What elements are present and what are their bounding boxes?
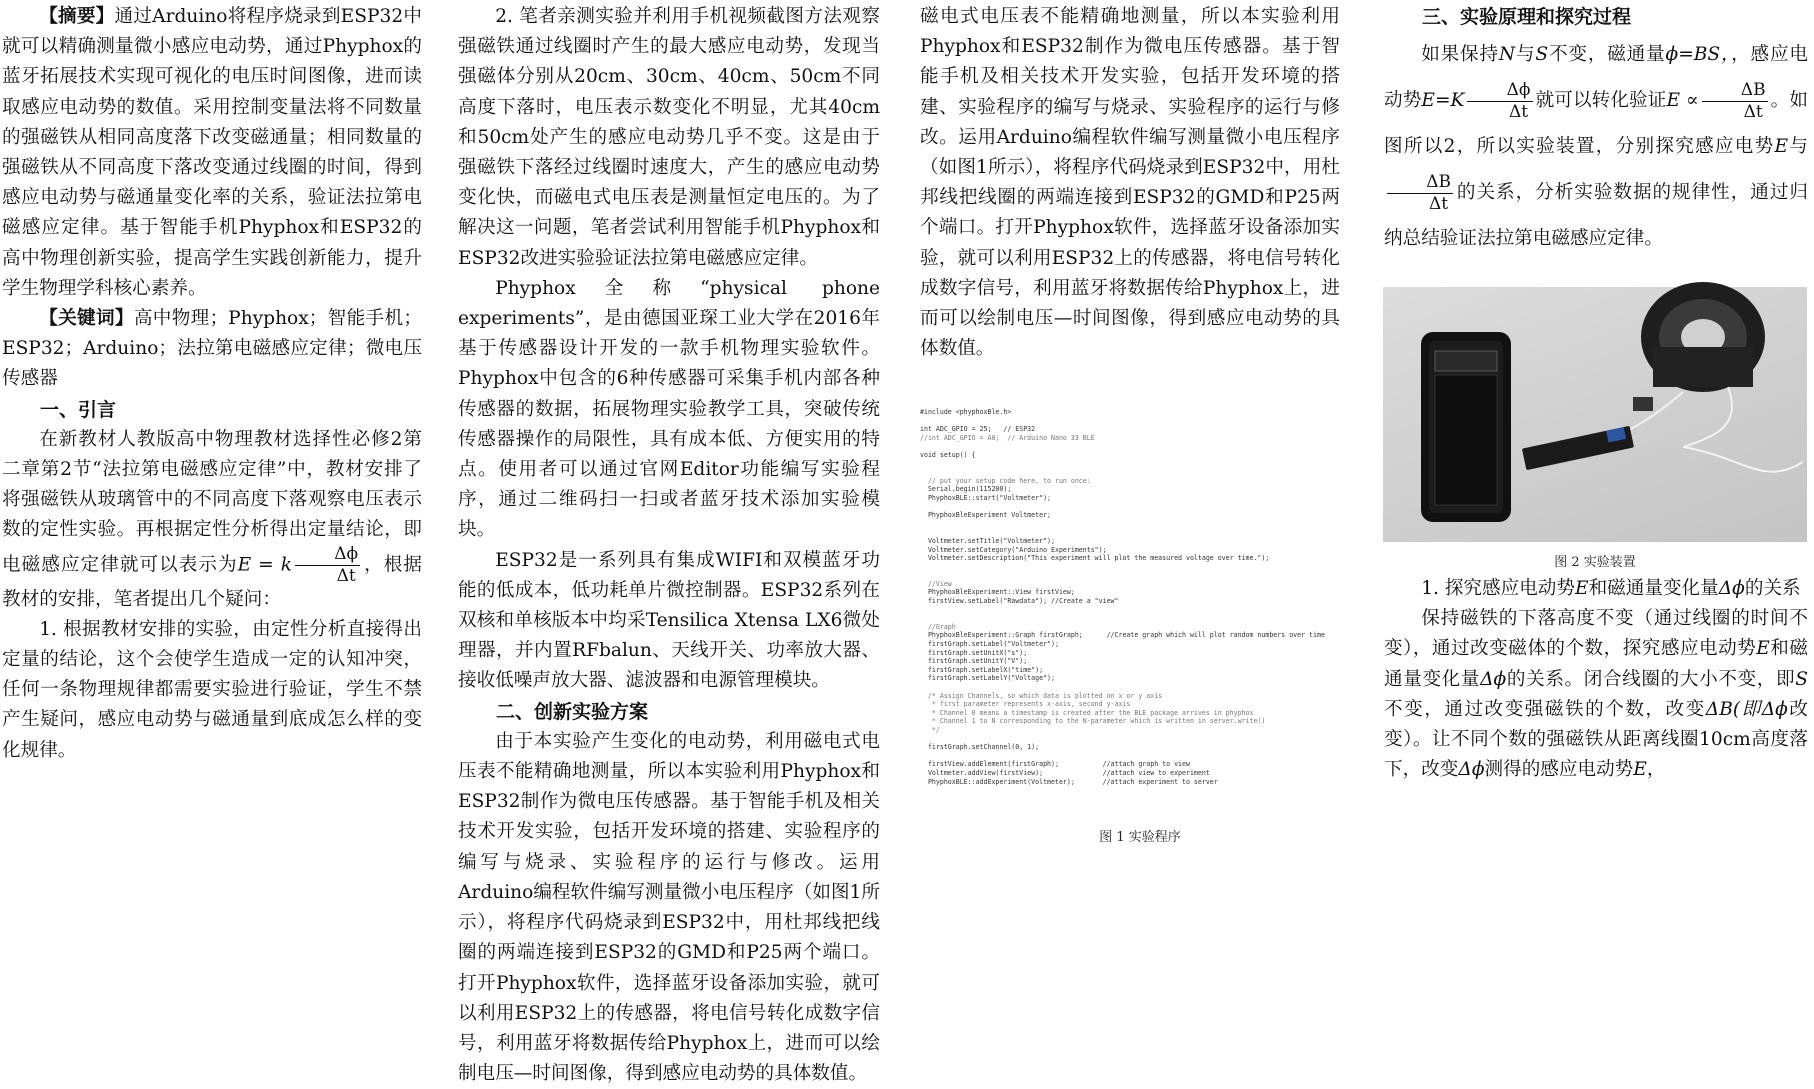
code-line: PhyphoxBleExperiment Voltmeter; [920,511,1052,520]
code-line: Voltmeter.setDescription("This experiment will plot the measured voltage over time."); [920,554,1270,563]
section-2-paragraph: 由于本实验产生变化的电动势，利用磁电式电压表不能精确地测量，所以本实验利用Phyphox和ESP32制作为微电压传感器。基于智能手机及相关技术开发实验，包括开发环境的搭建、实验程序的编写与烧录、实验程序的运行与修改。运用Arduino编程软件编写测量微小电压程序（如图1所示），将程序代码烧录到ESP32中，用杜邦线把线圈的两端连接到ESP32的GMD和P25两个端口。打开Phyphox软件，选择蓝牙设备添加实验，就可以利用ESP32上的传感器，将电信号转化成数字信号，利用蓝牙将数据传给Phyphox上，进而可以绘制电压—时间图像，得到感应电动势的具体数值。 [458,730,880,1085]
code-line [920,520,1350,529]
code-line: PhyphoxBLE::start("Voltmeter"); [920,493,1052,502]
code-line: Voltmeter.setTitle("Voltmeter"); [920,536,1055,545]
code-line: Voltmeter.setCategory("Arduino Experiments"); [920,545,1107,554]
section-1-title: 一、引言 [40,398,117,421]
code-line [920,752,1350,761]
code-line [920,563,1350,572]
code-line: PhyphoxBleExperiment::Graph firstGraph; //Create graph which will plot random numbers over time [920,631,1325,640]
code-line [920,468,1350,477]
code-line: /* Assign Channels, so which data is plotted on x or y axis [920,691,1163,700]
equation-lhs: E = k [237,554,292,576]
experiment-setup-illustration [1383,287,1807,542]
code-line [920,503,1350,512]
fraction-dphi-dt-2: $\frac{\Delta\phi}{\Delta t}$ [1467,82,1532,121]
column-1 [2,2,422,766]
question-1: 1. 根据教材安排的实验，由定性分析直接得出定量的结论，这个会使学生造成一定的认知冲突，任何一条物理规律都需要实验进行验证，学生不禁产生疑问，感应电动势与磁通量到底成怎么样的变化规律。 [2,618,422,761]
code-line [920,460,1350,469]
code-line [920,417,1350,426]
column-2 [458,2,880,1085]
keywords [2,304,422,395]
code-line: //int ADC_GPIO = A0; // Arduino Nano 33 BLE [920,433,1095,442]
column-4 [1384,2,1808,262]
abstract [2,2,422,304]
code-line: * Channel 1 to N corresponding to the N-parameter which is written in server.write() [920,717,1266,726]
column-4-lower [1384,574,1808,785]
fraction-dphi-dt: $\frac{\Delta\phi}{\Delta t}$ [295,546,360,585]
question-2: 2. 笔者亲测实验并利用手机视频截图方法观察强磁铁通过线圈时产生的最大感应电动势，发现当强磁体分别从20cm、30cm、40cm、50cm不同高度下落时，电压表示数变化不明显，尤其40cm和50cm处产生的感应电动势几乎不变。这是由于强磁铁下落经过线圈时速度大，产生的感应电动势变化快，而磁电式电压表是测量恒定电压的。为了解决这一问题，笔者尝试利用智能手机Phyphox和ESP32改进实验验证法拉第电磁感应定律。 [458,6,880,269]
code-line: //Graph [920,622,956,631]
subsection-1-paragraph: 保持磁铁的下落高度不变（通过线圈的时间不变），通过改变磁体的个数，探究感应电动势E和磁通量变化量Δϕ的关系。闭合线圈的大小不变，即S不变，通过改变强磁铁的个数，改变ΔB(即Δϕ改变）。让不同个数的强磁铁从距离线圈10cm高度落下，改变Δϕ测得的感应电动势E， [1384,608,1808,781]
code-line: firstGraph.setLabel("Voltmeter"); [920,640,1059,649]
code-line: firstGraph.setUnitX("s"); [920,648,1028,657]
code-line: firstGraph.setLabelY("Voltage"); [920,674,1055,683]
principle-paragraph: 如果保持N与S不变，磁通量ϕ=BS，，感应电动势E=K $\frac{\Delta\phi}{\Delta t}$ 就可以转化验证E ∝ $\frac{\Delta B}{\Delta t}$ 。如图所以2，所以实验装置，分别探究感应电势E与 $\frac{\Delta B}{\Delta t}$ 的关系，分析实验数据的规律性，通过归纳总结验证法拉第电磁感应定律。 [1384,44,1808,250]
code-line: */ [920,725,940,734]
section-2-title: 二、创新实验方案 [496,700,649,723]
column-3 [920,2,1340,364]
code-line [920,683,1350,692]
code-line [920,528,1350,537]
code-line: firstView.setLabel("Rawdata"); //Create a "view" [920,597,1119,606]
abstract-label: 【摘要】 [39,6,115,27]
fraction-dB-dt-2: $\frac{\Delta B}{\Delta t}$ [1387,174,1453,213]
code-line: // put your setup code here, to run once: [920,476,1091,485]
code-line: Serial.begin(115200); [920,485,1012,494]
code-line: firstView.addElement(firstGraph); //attach graph to view [920,760,1190,769]
abstract-text: 通过Arduino将程序烧录到ESP32中就可以精确测量微小感应电动势，通过Phyphox的蓝牙拓展技术实现可视化的电压时间图像，进而读取感应电动势的数值。采用控制变量法将不同数量的强磁铁从相同高度落下改变磁通量；相同数量的强磁铁从不同高度下落改变通过线圈的时间，得到感应电动势与磁通量变化率的关系，验证法拉第电磁感应定律。基于智能手机Phyphox和ESP32的高中物理创新实验，提高学生实践创新能力，提升学生物理学科核心素养。 [2,6,422,299]
esp32-paragraph: ESP32是一系列具有集成WIFI和双模蓝牙功能的低成本，低功耗单片微控制器。ESP32系列在双核和单核版本中均采Tensilica Xtensa LX6微处理器，并内置RFbalun、天线开关、功率放大器、接收低噪声放大器、滤波器和电源管理模块。 [458,549,880,692]
figure-1-code [920,408,1350,808]
figure-2-caption: 图 2 实验装置 [1554,555,1636,570]
intro-paragraph: 在新教材人教版高中物理教材选择性必修2第二章第2节“法拉第电磁感应定律”中，教材安排了将强磁铁从玻璃管中的不同高度下落观察电压表示数的定性实验。再根据定性分析得出定量结论，即电磁感应定律就可以表示为E = k $\frac{\Delta\phi}{\Delta t}$ ，根据教材的安排，笔者提出几个疑问： [2,428,422,610]
section-3-title: 三、实验原理和探究过程 [1422,6,1632,28]
code-line: * Channel 0 means a timestamp is created after the BLE package arrives in phyphox [920,708,1254,717]
figure-2-photo [1383,287,1807,542]
code-line [920,606,1350,615]
phyphox-paragraph: Phyphox全称“physical phone experiments”，是由德国亚琛工业大学在2016年基于传感器设计开发的一款手机物理实验软件。Phyphox中包含的6种传感器可采集手机内部各种传感器的数据，拓展物理实验教学工具，突破传统传感器操作的局限性，具有成本低、方便实用的特点。使用者可以通过官网Editor功能编写实验程序，通过二维码扫一扫或者蓝牙技术添加实验模块。 [458,277,880,541]
subsection-1-title: 1. 探究感应电动势E和磁通量变化量Δϕ的关系 [1421,578,1801,599]
code-line: //View [920,579,952,588]
keywords-label: 【关键词】 [39,308,134,330]
keywords-text: 高中物理；Phyphox；智能手机；ESP32；Arduino；法拉第电磁感应定律；微电压传感器 [2,308,422,390]
code-line: int ADC_GPIO = 25; // ESP32 [920,425,1036,434]
code-line: #include <phyphoxBle.h> [920,408,1012,416]
code-line: void setup() { [920,450,976,459]
code-line [920,614,1350,623]
code-line: firstGraph.setChannel(0, 1); [920,743,1040,752]
code-line [920,442,1350,451]
code-line: * first parameter represents x-axis, second y-axis [920,700,1131,709]
code-line: PhyphoxBleExperiment::View firstView; [920,588,1075,597]
figure-1-caption: 图 1 实验程序 [1099,830,1181,845]
code-line: PhyphoxBLE::addExperiment(Voltmeter); //attach experiment to server [920,777,1218,786]
fraction-dB-dt: $\frac{\Delta B}{\Delta t}$ [1702,82,1768,121]
section-2-paragraph-continued: 磁电式电压表不能精确地测量，所以本实验利用Phyphox和ESP32制作为微电压传感器。基于智能手机及相关技术开发实验，包括开发环境的搭建、实验程序的编写与烧录、实验程序的运行与修改。运用Arduino编程软件编写测量微小电压程序（如图1所示），将程序代码烧录到ESP32中，用杜邦线把线圈的两端连接到ESP32的GMD和P25两个端口。打开Phyphox软件，选择蓝牙设备添加实验，就可以利用ESP32上的传感器，将电信号转化成数字信号，利用蓝牙将数据传给Phyphox上，进而可以绘制电压—时间图像，得到感应电动势的具体数值。 [920,6,1340,360]
code-line: firstGraph.setUnitY("V"); [920,657,1028,666]
code-line: firstGraph.setLabelX("time"); [920,665,1044,674]
code-line [920,735,1350,744]
code-line [920,571,1350,580]
code-line: Voltmeter.addView(firstView); //attach view to experiment [920,768,1210,777]
